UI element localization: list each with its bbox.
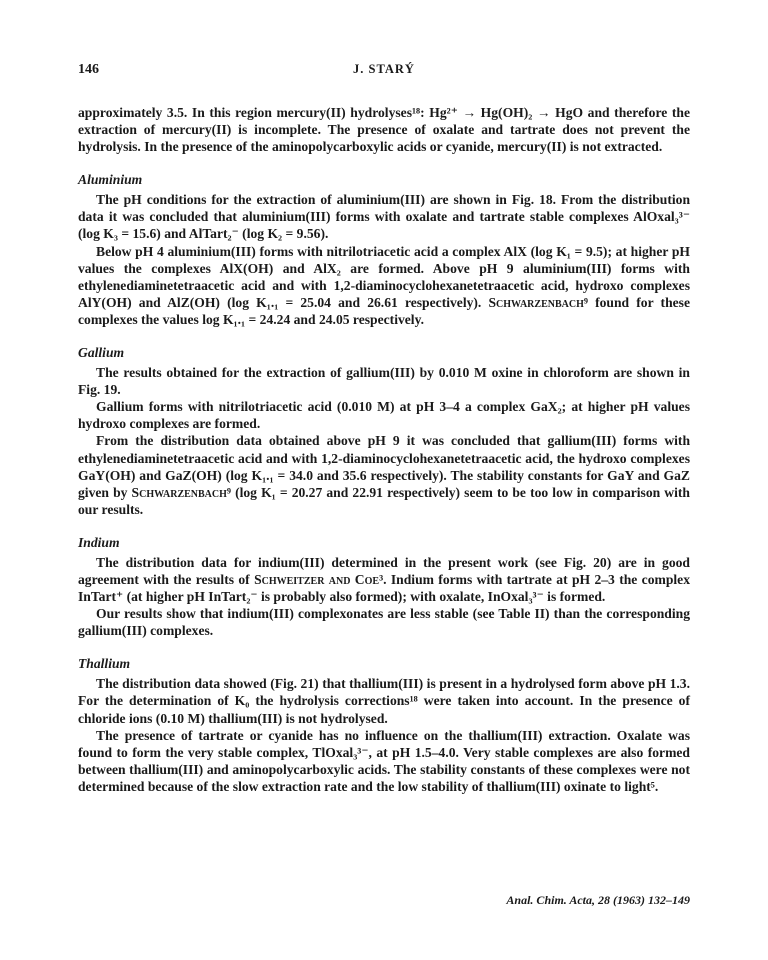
thallium-paragraph-1: The distribution data showed (Fig. 21) that thallium(III) is present in a hydrolysed form above pH 1.3. For the determination of K₀ the hydrolysis corrections¹⁸ were taken into account. In the presence of chloride ions (0.10 M) thallium(III) is not hydrolysed. [78, 676, 690, 726]
indium-p1-text-a: The distribution data for indium(III) determined in the present work (see Fig. 20) are in good agreement with the results of [78, 554, 690, 587]
indium-paragraph-1 [78, 554, 690, 605]
indium-paragraph-2: Our results show that indium(III) complexonates are less stable (see Table II) than the corresponding gallium(III) complexes. [78, 606, 690, 639]
gallium-paragraph-1: The results obtained for the extraction of gallium(III) by 0.010 M oxine in chloroform are shown in Fig. 19. [78, 365, 690, 398]
author-name-schweitzer-coe: Schweitzer and Coe [254, 571, 380, 587]
page-number: 146 [78, 62, 99, 77]
section-heading-thallium: Thallium [78, 656, 131, 672]
journal-citation: Anal. Chim. Acta, 28 (1963) 132–149 [506, 893, 690, 907]
indium-p1-text-b: ³. Indium forms with tartrate at pH 2–3 the complex InTart⁺ (at higher pH InTart₂⁻ is probably also formed); with oxalate, InOxal₃³⁻ is formed. [78, 571, 690, 605]
intro-paragraph: approximately 3.5. In this region mercury(II) hydrolyses¹⁸: Hg²⁺ → Hg(OH)₂ → HgO and therefore the extraction of mercury(II) is incomplete. The presence of oxalate and tartrate does not prevent the hydrolysis. In the presence of the aminopolycarboxylic acids or cyanide, mercury(II) is not extracted. [78, 105, 690, 155]
thallium-paragraph-2: The presence of tartrate or cyanide has no influence on the thallium(III) extraction. Oxalate was found to form the very stable complex, TlOxal₃³⁻, at pH 1.5–4.0. Very stable complexes are also formed between thallium(III) and aminopolycarboxylic acids. The stability constants of these complexes were not determined because of the slow extraction rate and the low stability of thallium(III) oxinate to light⁵. [78, 727, 690, 794]
running-head [78, 62, 690, 82]
section-heading-indium: Indium [78, 534, 120, 550]
body-text [78, 104, 690, 795]
gallium-paragraph-3 [78, 432, 690, 517]
section-heading-gallium: Gallium [78, 345, 125, 361]
running-head-author: J. STARÝ [353, 62, 415, 76]
gallium-p3-text-b: ⁹ (log K₁ = 20.27 and 22.91 respectively) seem to be too low in comparison with our results. [78, 484, 690, 517]
aluminium-p2-text-a: Below pH 4 aluminium(III) forms with nitrilotriacetic acid a complex AlX (log K₁ = 9.5); at higher pH values the complexes AlX(OH) and AlX₂ are formed. Above pH 9 aluminium(III) forms with ethylenediaminetetraacetic acid and with 1,2-diaminocyclohexanetetraacetic acid, hydroxo complexes AlY(OH) and AlZ(OH) (log K₁.₁ = 25.04 and 26.61 respectively). [78, 243, 690, 310]
gallium-paragraph-2: Gallium forms with nitrilotriacetic acid (0.010 M) at pH 3–4 a complex GaX₂; at higher pH values hydroxo complexes are formed. [78, 399, 690, 432]
section-heading-aluminium: Aluminium [78, 172, 143, 188]
author-name-schwarzenbach: Schwarzenbach [488, 294, 584, 310]
aluminium-p2-text-b: ⁹ found for these complexes the values log K₁.₁ = 24.24 and 24.05 respectively. [78, 294, 690, 327]
aluminium-paragraph-2 [78, 243, 690, 328]
author-name-schwarzenbach: Schwarzenbach [131, 484, 227, 500]
aluminium-paragraph-1: The pH conditions for the extraction of aluminium(III) are shown in Fig. 18. From the distribution data it was concluded that aluminium(III) forms with oxalate and tartrate stable complexes AlOxal₃³⁻ (log K₃ = 15.6) and AlTart₂⁻ (log K₂ = 9.56). [78, 192, 690, 242]
gallium-p3-text-a: From the distribution data obtained above pH 9 it was concluded that gallium(III) forms with ethylenediaminetetraacetic acid and with 1,2-diaminocyclohexanetetraacetic acid, the hydroxo complexes GaY(OH) and GaZ(OH) (log K₁.₁ = 34.0 and 35.6 respectively). The stability constants for GaY and GaZ given by [78, 433, 690, 500]
